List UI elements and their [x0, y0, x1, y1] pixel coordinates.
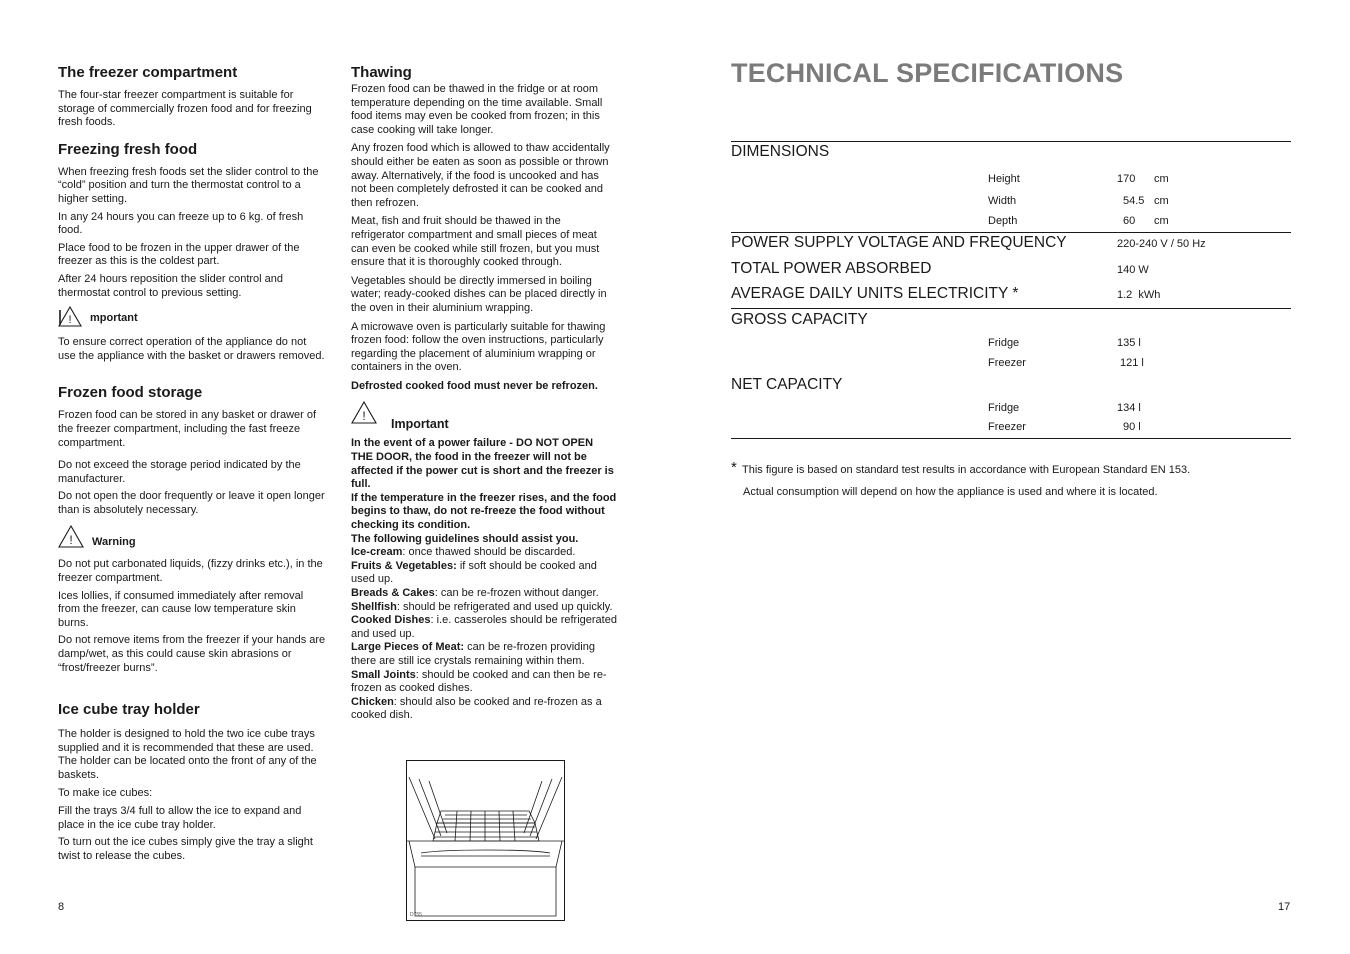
spec-label-width: Width [988, 195, 1017, 207]
footnote-line-1: This figure is based on standard test results in accordance with European Standard EN 153. [742, 464, 1191, 476]
guideline-term: Chicken [351, 695, 394, 708]
important-label: mportant [90, 311, 138, 324]
gross-capacity-heading: GROSS CAPACITY [731, 311, 868, 328]
heading-thawing: Thawing [351, 64, 412, 81]
spec-value-depth: 60 [1123, 215, 1136, 227]
spec-label-net-fridge: Fridge [988, 402, 1020, 414]
guideline-item [351, 669, 617, 696]
paragraph: To ensure correct operation of the appliance do not use the appliance with the basket or drawers removed. [58, 336, 325, 362]
daily-units-heading: AVERAGE DAILY UNITS ELECTRICITY * [731, 285, 1019, 302]
guideline-item [351, 601, 617, 615]
spec-label-gross-fridge: Fridge [988, 337, 1020, 349]
total-power-heading: TOTAL POWER ABSORBED [731, 260, 932, 277]
footnote-star: * [731, 459, 737, 476]
dimensions-heading: DIMENSIONS [731, 143, 830, 160]
spec-unit-depth: cm [1154, 215, 1169, 227]
power-supply-value: 220-240 V / 50 Hz [1117, 238, 1206, 250]
power-supply-heading: POWER SUPPLY VOLTAGE AND FREQUENCY [731, 234, 1067, 251]
paragraph: In any 24 hours you can freeze up to 6 kg. of fresh food. [58, 210, 304, 237]
guideline-text: : should be refrigerated and used up quickly. [396, 600, 613, 613]
guidelines-list [351, 546, 617, 723]
spec-value-width: 54.5 [1123, 195, 1145, 207]
guideline-item [351, 546, 617, 560]
spec-value-gross-freezer: 121 l [1120, 357, 1144, 369]
paragraph: Any frozen food which is allowed to thaw accidentally should either be eaten as soon as possible or thrown away. Alternatively, if the food is uncooked and has not been completely defrosted it can be cooked and then refrozen. [351, 142, 610, 209]
heading-freezing-fresh-food: Freezing fresh food [58, 140, 198, 158]
divider [731, 438, 1291, 439]
page-number-left: 8 [58, 901, 65, 913]
paragraph: Fill the trays 3/4 full to allow the ice to expand and place in the ice cube tray holder. [58, 805, 302, 831]
guideline-term: Ice-cream [351, 546, 403, 559]
svg-text:!: ! [68, 314, 72, 327]
warning-icon [351, 401, 377, 425]
net-capacity-heading: NET CAPACITY [731, 376, 843, 393]
guideline-text: if soft should be cooked and used up. [351, 559, 597, 586]
paragraph-bold: Defrosted cooked food must never be refrozen. [351, 379, 598, 392]
paragraph: The holder is designed to hold the two ice cube trays supplied and it is recommended that these are used. The holder can be located onto the front of any of the baskets. [58, 728, 317, 781]
footnote-line-2: Actual consumption will depend on how the appliance is used and where it is located. [743, 486, 1158, 498]
paragraph: Meat, fish and fruit should be thawed in the refrigerator compartment and small pieces of meat can even be cooked while still frozen, but you must ensure that it is thoroughly cooked through. [351, 215, 600, 269]
guideline-item [351, 641, 617, 668]
page-number-right: 17 [1278, 901, 1291, 913]
guideline-item [351, 614, 617, 641]
warning-label: Warning [92, 535, 136, 548]
paragraph: Do not exceed the storage period indicated by the manufacturer. [58, 459, 301, 485]
guideline-term: Breads & Cakes [351, 587, 435, 599]
figure-code: D755 [410, 912, 422, 918]
paragraph-bold: In the event of a power failure - DO NOT OPEN THE DOOR, the food in the freezer will not be affected if the power cut is short and the freezer is full. [351, 437, 614, 491]
guideline-item [351, 587, 617, 601]
heading-ice-cube-tray-holder: Ice cube tray holder [58, 701, 200, 719]
paragraph: Ices lollies, if consumed immediately after removal from the freezer, can cause low temperature skin burns. [58, 589, 304, 629]
page-title: TECHNICAL SPECIFICATIONS [731, 58, 1124, 88]
warning-icon [58, 525, 84, 549]
guideline-item [351, 560, 617, 587]
guideline-text: can be re-frozen providing there are still ice crystals remaining within them. [351, 641, 595, 667]
paragraph: Place food to be frozen in the upper drawer of the freezer as this is the coldest part. [58, 241, 300, 268]
spec-label-height: Height [988, 173, 1020, 185]
spec-label-depth: Depth [988, 215, 1018, 227]
spec-value-net-fridge: 134 l [1117, 402, 1141, 414]
paragraph: Do not open the door frequently or leave it open longer than is absolutely necessary. [58, 490, 325, 516]
spec-value-height: 170 [1117, 173, 1136, 185]
paragraph: Frozen food can be stored in any basket or drawer of the freezer compartment, including the fast freeze compartment. [58, 409, 317, 449]
important-notice-header [58, 306, 326, 327]
left-column-2 [351, 64, 617, 723]
heading-freezer-compartment: The freezer compartment [58, 64, 238, 81]
svg-text:!: ! [69, 533, 73, 548]
guideline-text: : once thawed should be discarded. [402, 546, 576, 559]
heading-frozen-food-storage: Frozen food storage [58, 384, 203, 402]
paragraph: Do not put carbonated liquids, (fizzy drinks etc.), in the freezer compartment. [58, 558, 323, 585]
paragraph: Vegetables should be directly immersed in boiling water; ready-cooked dishes can be placed directly in the oven in their aluminium wrapping. [351, 274, 607, 314]
guideline-text: : should also be cooked and re-frozen as a cooked dish. [351, 695, 602, 722]
spec-unit-height: cm [1154, 173, 1169, 185]
paragraph: To make ice cubes: [58, 786, 153, 799]
paragraph-bold: If the temperature in the freezer rises, and the food begins to thaw, do not re-freeze the food without checking its condition. [351, 491, 617, 532]
paragraph: After 24 hours reposition the slider control and thermostat control to previous setting. [58, 272, 284, 299]
spec-label-net-freezer: Freezer [988, 421, 1026, 433]
guideline-text: : can be re-frozen without danger. [434, 587, 599, 599]
svg-text:!: ! [362, 409, 366, 424]
guideline-term: Cooked Dishes [351, 614, 431, 627]
divider [731, 308, 1291, 309]
guideline-text: : should be cooked and can then be re-frozen as cooked dishes. [351, 668, 607, 695]
guideline-item [351, 696, 617, 723]
paragraph: The four-star freezer compartment is suitable for storage of commercially frozen food and for freezing fresh foods. [58, 89, 312, 129]
spec-label-gross-freezer: Freezer [988, 357, 1026, 369]
daily-units-value: 1.2 kWh [1117, 289, 1161, 301]
paragraph-bold: The following guidelines should assist you. [351, 532, 579, 545]
warning-notice-header [58, 525, 326, 549]
left-column-1 [58, 64, 326, 864]
divider [731, 141, 1291, 142]
ice-cube-tray-illustration [406, 760, 565, 921]
paragraph: When freezing fresh foods set the slider control to the “cold” position and turn the thermostat control to a higher setting. [58, 165, 319, 205]
freezer-basket-drawing [407, 761, 564, 920]
important-label: Important [391, 416, 449, 431]
spec-unit-width: cm [1154, 195, 1169, 207]
guideline-term: Fruits & Vegetables: [351, 559, 457, 572]
paragraph: A microwave oven is particularly suitable for thawing frozen food: follow the oven instructions, particularly regarding the placement of aluminium wrapping or containers in the oven. [351, 320, 606, 374]
warning-icon [58, 306, 82, 327]
spec-value-net-freezer: 90 l [1123, 421, 1141, 433]
spec-value-gross-fridge: 135 l [1117, 337, 1141, 349]
total-power-value: 140 W [1117, 264, 1149, 276]
guideline-term: Small Joints [351, 668, 416, 681]
paragraph: To turn out the ice cubes simply give the tray a slight twist to release the cubes. [58, 836, 313, 862]
important-notice-header [351, 401, 617, 431]
guideline-text: : i.e. casseroles should be refrigerated and used up. [351, 614, 617, 640]
divider [731, 232, 1291, 233]
guideline-term: Shellfish [351, 600, 397, 613]
paragraph: Do not remove items from the freezer if your hands are damp/wet, as this could cause skin abrasions or “frost/freezer burns”. [58, 634, 326, 674]
paragraph: Frozen food can be thawed in the fridge or at room temperature depending on the time available. Small food items may even be cooked from frozen; in this case cooking will take longer. [351, 83, 603, 136]
guideline-term: Large Pieces of Meat: [351, 641, 465, 654]
